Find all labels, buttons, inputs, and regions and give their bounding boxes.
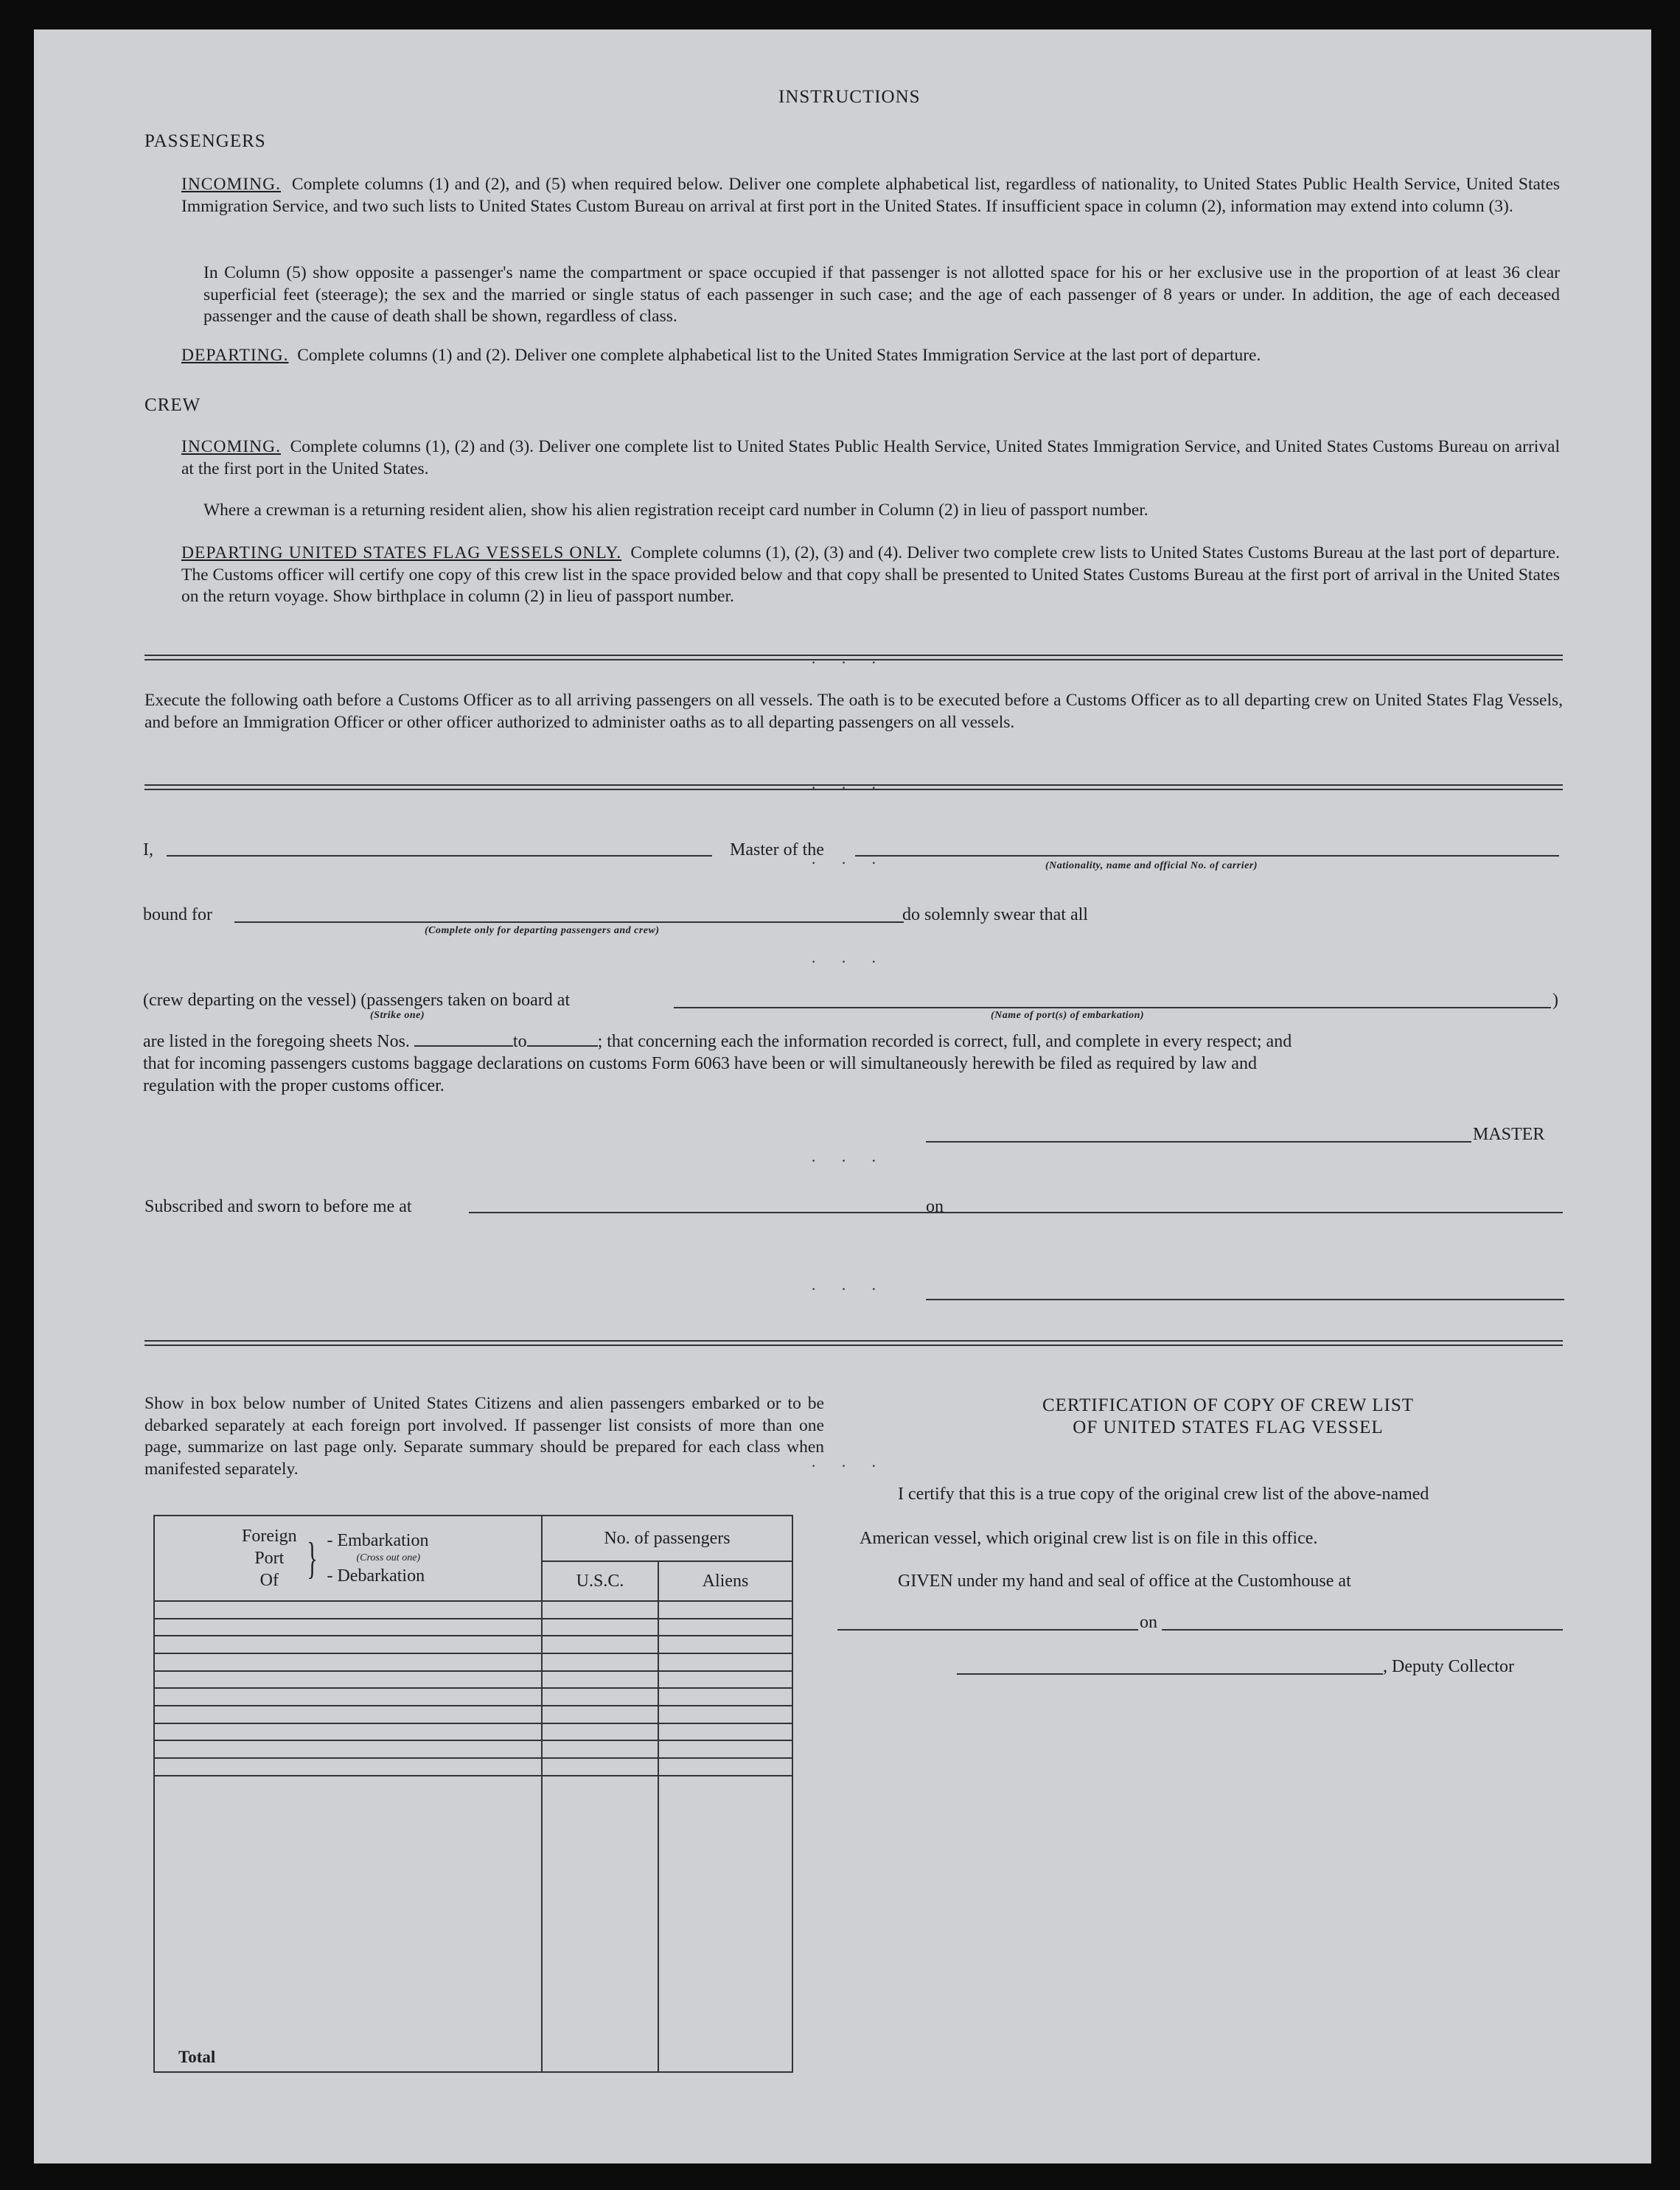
port-caption: (Name of port(s) of embarkation): [991, 1010, 1145, 1021]
deputy-collector-label: , Deputy Collector: [1383, 1657, 1514, 1676]
aliens-cell[interactable]: [658, 1688, 792, 1706]
crew-departing-paragraph: [181, 543, 1560, 608]
given-line: GIVEN under my hand and seal of office at the Customhouse at: [898, 1572, 1351, 1591]
master-label: MASTER: [1473, 1125, 1545, 1144]
sheet-to-field[interactable]: [527, 1045, 598, 1047]
carrier-field[interactable]: [855, 855, 1559, 857]
debarkation-label[interactable]: - Debarkation: [327, 1566, 425, 1586]
dot-mark: · · ·: [811, 1280, 887, 1298]
listed-line-2: that for incoming passengers customs baggage declarations on customs Form 6063 have been or will simultaneously herewith be filed as required by law and: [143, 1054, 1257, 1073]
port-cell[interactable]: [154, 1723, 542, 1741]
cert-date-field[interactable]: [1162, 1629, 1563, 1631]
passengers-incoming-paragraph: [181, 174, 1560, 217]
master-of-label: Master of the: [730, 840, 824, 859]
sheet-from-field[interactable]: [414, 1045, 513, 1047]
table-row: [154, 1688, 792, 1706]
dot-mark: · · ·: [811, 1151, 887, 1170]
listed-line-1: [143, 1031, 1292, 1053]
crew-departing-text: Complete columns (1), (2), (3) and (4). Deliver two complete crew lists to United States Customs Bureau at the last port of departure. The Customs officer will certify one copy of this crew list in the space provided below and that copy shall be presented to United States Customs Bureau at the first port of arrival in the United States on the return voyage. Show birthplace in column (2) in lieu of passport number.: [181, 543, 1560, 606]
usc-cell[interactable]: [542, 1740, 658, 1758]
of-label: Of: [259, 1571, 279, 1590]
aliens-cell[interactable]: [658, 1653, 792, 1671]
certify-line-2: American vessel, which original crew list is on file in this office.: [860, 1529, 1318, 1548]
usc-cell[interactable]: [542, 1653, 658, 1671]
usc-cell[interactable]: [542, 1601, 658, 1619]
passengers-incoming-text: Complete columns (1) and (2), and (5) when required below. Deliver one complete alphabetical list, regardless of nationality, to United States Public Health Service, United States Immigration Service, and two such lists to United States Custom Bureau on arrival at first port in the United States. If insufficient space in column (2), information may extend into column (3).: [181, 175, 1561, 216]
page-title: INSTRUCTIONS: [778, 87, 921, 107]
embarkation-port-field[interactable]: [674, 1007, 1551, 1008]
port-summary-table: [153, 1515, 793, 2073]
certify-line-1: I certify that this is a true copy of the original crew list of the above-named: [898, 1485, 1429, 1504]
sworn-place-field[interactable]: [469, 1212, 955, 1213]
crew-departing-label: DEPARTING UNITED STATES FLAG VESSELS ONLY.: [181, 543, 622, 562]
cross-out-label: (Cross out one): [356, 1552, 421, 1563]
master-signature-field[interactable]: [926, 1141, 1471, 1143]
sworn-date-field[interactable]: [952, 1212, 1563, 1213]
aliens-cell[interactable]: [658, 1636, 792, 1653]
crew-incoming-label: INCOMING.: [181, 437, 281, 456]
customhouse-field[interactable]: [837, 1629, 1138, 1631]
dot-mark: · · ·: [811, 778, 887, 797]
foreign-label: Foreign: [242, 1527, 297, 1546]
no-of-passengers-header: No. of passengers: [542, 1516, 792, 1561]
total-row: [154, 1776, 792, 2072]
aliens-cell[interactable]: [658, 1758, 792, 1776]
oath-intro: Execute the following oath before a Customs Officer as to all arriving passengers on all vessels. The oath is to be executed before a Customs Officer as to all departing crew on United States Flag Vessels, and before an Immigration Officer or other officer authorized to administer oaths as to all departing passengers on all vessels.: [144, 691, 1563, 732]
usc-cell[interactable]: [542, 1688, 658, 1706]
deputy-signature-field[interactable]: [957, 1673, 1383, 1675]
aliens-cell[interactable]: [658, 1740, 792, 1758]
total-label: Total: [154, 1776, 542, 2072]
crew-incoming-paragraph: [181, 436, 1560, 480]
master-name-field[interactable]: [167, 855, 712, 857]
table-row: [154, 1706, 792, 1723]
table-row: [154, 1740, 792, 1758]
summary-note: Show in box below number of United States Citizens and alien passengers embarked or to be debarked separately at each foreign port involved. If passenger list consists of more than one page, summarize on last page only. Separate summary should be prepared for each class when manifested separately.: [144, 1394, 824, 1479]
usc-header: U.S.C.: [542, 1561, 658, 1601]
table-row: [154, 1653, 792, 1671]
total-usc-cell[interactable]: [542, 1776, 658, 2072]
listed-line-3: regulation with the proper customs officer.: [143, 1076, 445, 1095]
port-label: Port: [254, 1549, 285, 1568]
port-cell[interactable]: [154, 1688, 542, 1706]
dot-mark: · · ·: [811, 653, 887, 672]
port-header-cell: [154, 1516, 542, 1601]
crew-heading: CREW: [144, 395, 201, 415]
destination-field[interactable]: [234, 921, 904, 923]
crew-incoming-text: Complete columns (1), (2) and (3). Deliver one complete list to United States Public Health Service, United States Immigration Service, and United States Customs Bureau on arrival at the first port in the United States.: [181, 437, 1561, 478]
crew-passengers-label: (crew departing on the vessel) (passengers taken on board at: [143, 991, 571, 1010]
passengers-departing-text: Complete columns (1) and (2). Deliver one complete alphabetical list to the United States Immigration Service at the last port of departure.: [297, 346, 1261, 365]
embarkation-label[interactable]: - Embarkation: [327, 1531, 429, 1550]
foreign-port-of: [242, 1525, 297, 1591]
certification-title-line-1: CERTIFICATION OF COPY OF CREW LIST: [1042, 1395, 1415, 1415]
table-row: [154, 1636, 792, 1653]
aliens-cell[interactable]: [658, 1723, 792, 1741]
usc-cell[interactable]: [542, 1723, 658, 1741]
port-cell[interactable]: [154, 1706, 542, 1723]
usc-cell[interactable]: [542, 1619, 658, 1636]
divider: [144, 1340, 1563, 1346]
listed-to: to: [512, 1032, 527, 1051]
aliens-cell[interactable]: [658, 1601, 792, 1619]
port-cell[interactable]: [154, 1619, 542, 1636]
destination-caption: (Complete only for departing passengers and crew): [425, 925, 660, 936]
dot-mark: · · ·: [811, 854, 887, 872]
passengers-departing-label: DEPARTING.: [181, 346, 289, 365]
passengers-heading: PASSENGERS: [144, 131, 266, 151]
solemnly-swear-label: do solemnly swear that all: [902, 905, 1088, 924]
usc-cell[interactable]: [542, 1671, 658, 1689]
port-cell[interactable]: [154, 1740, 542, 1758]
port-cell[interactable]: [154, 1758, 542, 1776]
passengers-incoming-label: INCOMING.: [181, 175, 281, 194]
dot-mark: · · ·: [811, 1457, 887, 1475]
subscribed-label: Subscribed and sworn to before me at: [144, 1197, 412, 1216]
usc-cell[interactable]: [542, 1758, 658, 1776]
bound-for-label: bound for: [143, 905, 212, 924]
table-row: [154, 1758, 792, 1776]
certification-title-line-2: OF UNITED STATES FLAG VESSEL: [1073, 1417, 1384, 1437]
usc-cell[interactable]: [542, 1636, 658, 1653]
cert-on-label: on: [1140, 1613, 1157, 1632]
table-row: [154, 1619, 792, 1636]
total-aliens-cell[interactable]: [658, 1776, 792, 2072]
port-cell[interactable]: [154, 1636, 542, 1653]
aliens-cell[interactable]: [658, 1619, 792, 1636]
usc-cell[interactable]: [542, 1706, 658, 1723]
listed-post: ; that concerning each the information recorded is correct, full, and complete in every respect; and: [597, 1032, 1292, 1051]
aliens-header: Aliens: [658, 1561, 792, 1601]
sworn-on-label: on: [926, 1197, 944, 1216]
port-cell[interactable]: [154, 1601, 542, 1619]
certification-title: [955, 1395, 1501, 1439]
port-cell[interactable]: [154, 1653, 542, 1671]
aliens-cell[interactable]: [658, 1706, 792, 1723]
aliens-cell[interactable]: [658, 1671, 792, 1689]
strike-one-caption: (Strike one): [370, 1010, 425, 1021]
crew-resident-paragraph: Where a crewman is a returning resident alien, show his alien registration receipt card number in Column (2) in lieu of passport number.: [203, 501, 1149, 520]
listed-pre: are listed in the foregoing sheets Nos.: [143, 1032, 410, 1051]
carrier-caption: (Nationality, name and official No. of carrier): [1045, 860, 1258, 871]
brace-icon: }: [306, 1533, 318, 1583]
officer-signature-field[interactable]: [926, 1299, 1564, 1300]
passengers-departing-paragraph: [181, 345, 1560, 367]
oath-i-label: I,: [143, 840, 153, 859]
dot-mark: · · ·: [811, 952, 887, 971]
table-row: [154, 1601, 792, 1619]
table-row: [154, 1671, 792, 1689]
embarkation-options: [327, 1530, 428, 1587]
passengers-column5-paragraph: In Column (5) show opposite a passenger's name the compartment or space occupied if that passenger is not allotted space for his or her exclusive use in the proportion of at least 36 clear superficial feet (steerage); the sex and the married or single status of each passenger in such case; and the age of each passenger of 8 years or under. In addition, the age of each deceased passenger and the cause of death shall be shown, regardless of class.: [203, 263, 1560, 326]
close-paren: ): [1552, 991, 1558, 1010]
table-row: [154, 1723, 792, 1741]
port-cell[interactable]: [154, 1671, 542, 1689]
